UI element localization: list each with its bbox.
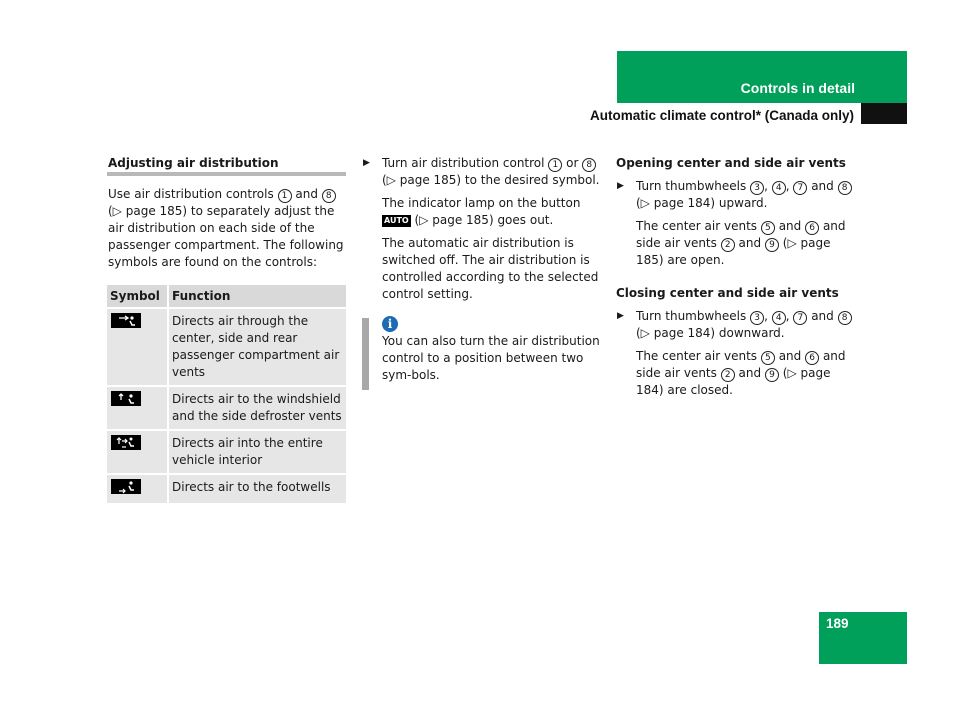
- page-subtitle: Automatic climate control* (Canada only): [589, 108, 854, 123]
- bullet-triangle-icon: ▶: [617, 181, 624, 191]
- section-title: Controls in detail: [740, 80, 855, 96]
- note-text: You can also turn the air distribution control to a position between two sym-bols.: [382, 334, 600, 382]
- function-cell: Directs air into the entire vehicle interior: [168, 430, 346, 474]
- callout-number: 8: [838, 311, 852, 325]
- function-cell: Directs air to the footwells: [168, 474, 346, 503]
- result-paragraph: [616, 218, 856, 269]
- result-text: The center air vents: [636, 349, 758, 363]
- callout-number: 4: [772, 181, 786, 195]
- bullet-triangle-icon: ▶: [363, 158, 370, 168]
- callout-number: 2: [721, 238, 735, 252]
- callout-number: 6: [805, 351, 819, 365]
- callout-number: 5: [761, 351, 775, 365]
- result-text: (▷ page 185) goes out.: [414, 213, 554, 227]
- step-text: and: [811, 179, 834, 193]
- section-tab-marker: [861, 103, 907, 124]
- callout-number: 9: [765, 368, 779, 382]
- col1-heading: Adjusting air distribution: [108, 156, 279, 170]
- heading-open-vents: Opening center and side air vents: [616, 156, 846, 170]
- table-row: [107, 386, 346, 430]
- callout-number: 8: [322, 189, 336, 203]
- function-cell: Directs air to the windshield and the side defroster vents: [168, 386, 346, 430]
- symbol-cell: [107, 474, 168, 503]
- symbol-cell: [107, 308, 168, 386]
- col2: [362, 155, 602, 309]
- heading-rule: [107, 172, 346, 176]
- result-paragraph: [616, 348, 856, 399]
- symbol-table: [107, 285, 346, 503]
- footwell-icon: [111, 479, 141, 494]
- windshield-defrost-icon: [111, 391, 141, 406]
- result-text: (▷ page 184) are closed.: [636, 366, 831, 397]
- result-text: (▷ page 185) are open.: [636, 236, 831, 267]
- step-text: Turn thumbwheels: [636, 179, 747, 193]
- result-text: and: [778, 219, 802, 233]
- col3: [616, 155, 856, 405]
- step-text: (▷ page 184) upward.: [636, 196, 768, 210]
- callout-number: 2: [721, 368, 735, 382]
- result-text: The center air vents: [636, 219, 758, 233]
- air-vents-icon: [111, 313, 141, 328]
- table-row: [107, 474, 346, 503]
- step-text: (▷ page 184) downward.: [636, 326, 785, 340]
- callout-number: 7: [793, 311, 807, 325]
- callout-number: 3: [750, 311, 764, 325]
- result-text: and side air vents: [636, 349, 846, 380]
- intro-text: Use air distribution controls: [108, 187, 274, 201]
- result-text: The indicator lamp on the button: [382, 196, 581, 210]
- auto-button-icon: AUTO: [384, 216, 409, 225]
- intro-text: and: [295, 187, 318, 201]
- header-banner: [617, 51, 907, 103]
- result-text: and side air vents: [636, 219, 846, 250]
- page-number: 189: [826, 616, 849, 631]
- intro-text: (▷ page 185) to separately adjust the air distribution on each side of the passenger compartment. The following symbols are found on the controls:: [108, 204, 344, 269]
- heading-close-vents: Closing center and side air vents: [616, 286, 839, 300]
- step-item: ▶ Turn thumbwheels 3 , 4 , 7 and 8 (▷ page 184) downward.: [616, 308, 856, 342]
- step-text: and: [811, 309, 834, 323]
- callout-number: 1: [548, 158, 562, 172]
- callout-number: 6: [805, 221, 819, 235]
- bullet-triangle-icon: ▶: [617, 311, 624, 321]
- result-text: and: [738, 236, 762, 250]
- callout-number: 3: [750, 181, 764, 195]
- entire-interior-icon: [111, 435, 141, 450]
- step-item: [362, 155, 602, 189]
- table-row: [107, 308, 346, 386]
- callout-number: 8: [838, 181, 852, 195]
- table-row: [107, 430, 346, 474]
- step-text: Turn thumbwheels: [636, 309, 747, 323]
- column-header-symbol: Symbol: [107, 285, 168, 308]
- info-note: [382, 316, 604, 384]
- step-text: Turn air distribution control: [382, 156, 545, 170]
- column-header-function: Function: [168, 285, 346, 308]
- result-text: and: [778, 349, 802, 363]
- symbol-cell: [107, 386, 168, 430]
- callout-number: 4: [772, 311, 786, 325]
- result-text: and: [738, 366, 762, 380]
- callout-number: 5: [761, 221, 775, 235]
- callout-number: 9: [765, 238, 779, 252]
- note-side-bar: [362, 318, 369, 390]
- info-icon: i: [382, 316, 398, 332]
- symbol-cell: [107, 430, 168, 474]
- result-paragraph: The automatic air distribution is switched off. The air distribution is controlled according to the selected control setting.: [382, 236, 599, 301]
- result-paragraph: [362, 195, 602, 229]
- callout-number: 8: [582, 158, 596, 172]
- step-item: ▶ Turn thumbwheels 3 , 4 , 7 and 8 (▷ page 184) upward.: [616, 178, 856, 212]
- step-text: (▷ page 185) to the desired symbol.: [382, 173, 600, 187]
- step-text: or: [566, 156, 579, 170]
- callout-number: 7: [793, 181, 807, 195]
- col1-intro: [108, 186, 348, 271]
- callout-number: 1: [278, 189, 292, 203]
- table-header-row: [107, 285, 346, 308]
- function-cell: Directs air through the center, side and rear passenger compartment air vents: [168, 308, 346, 386]
